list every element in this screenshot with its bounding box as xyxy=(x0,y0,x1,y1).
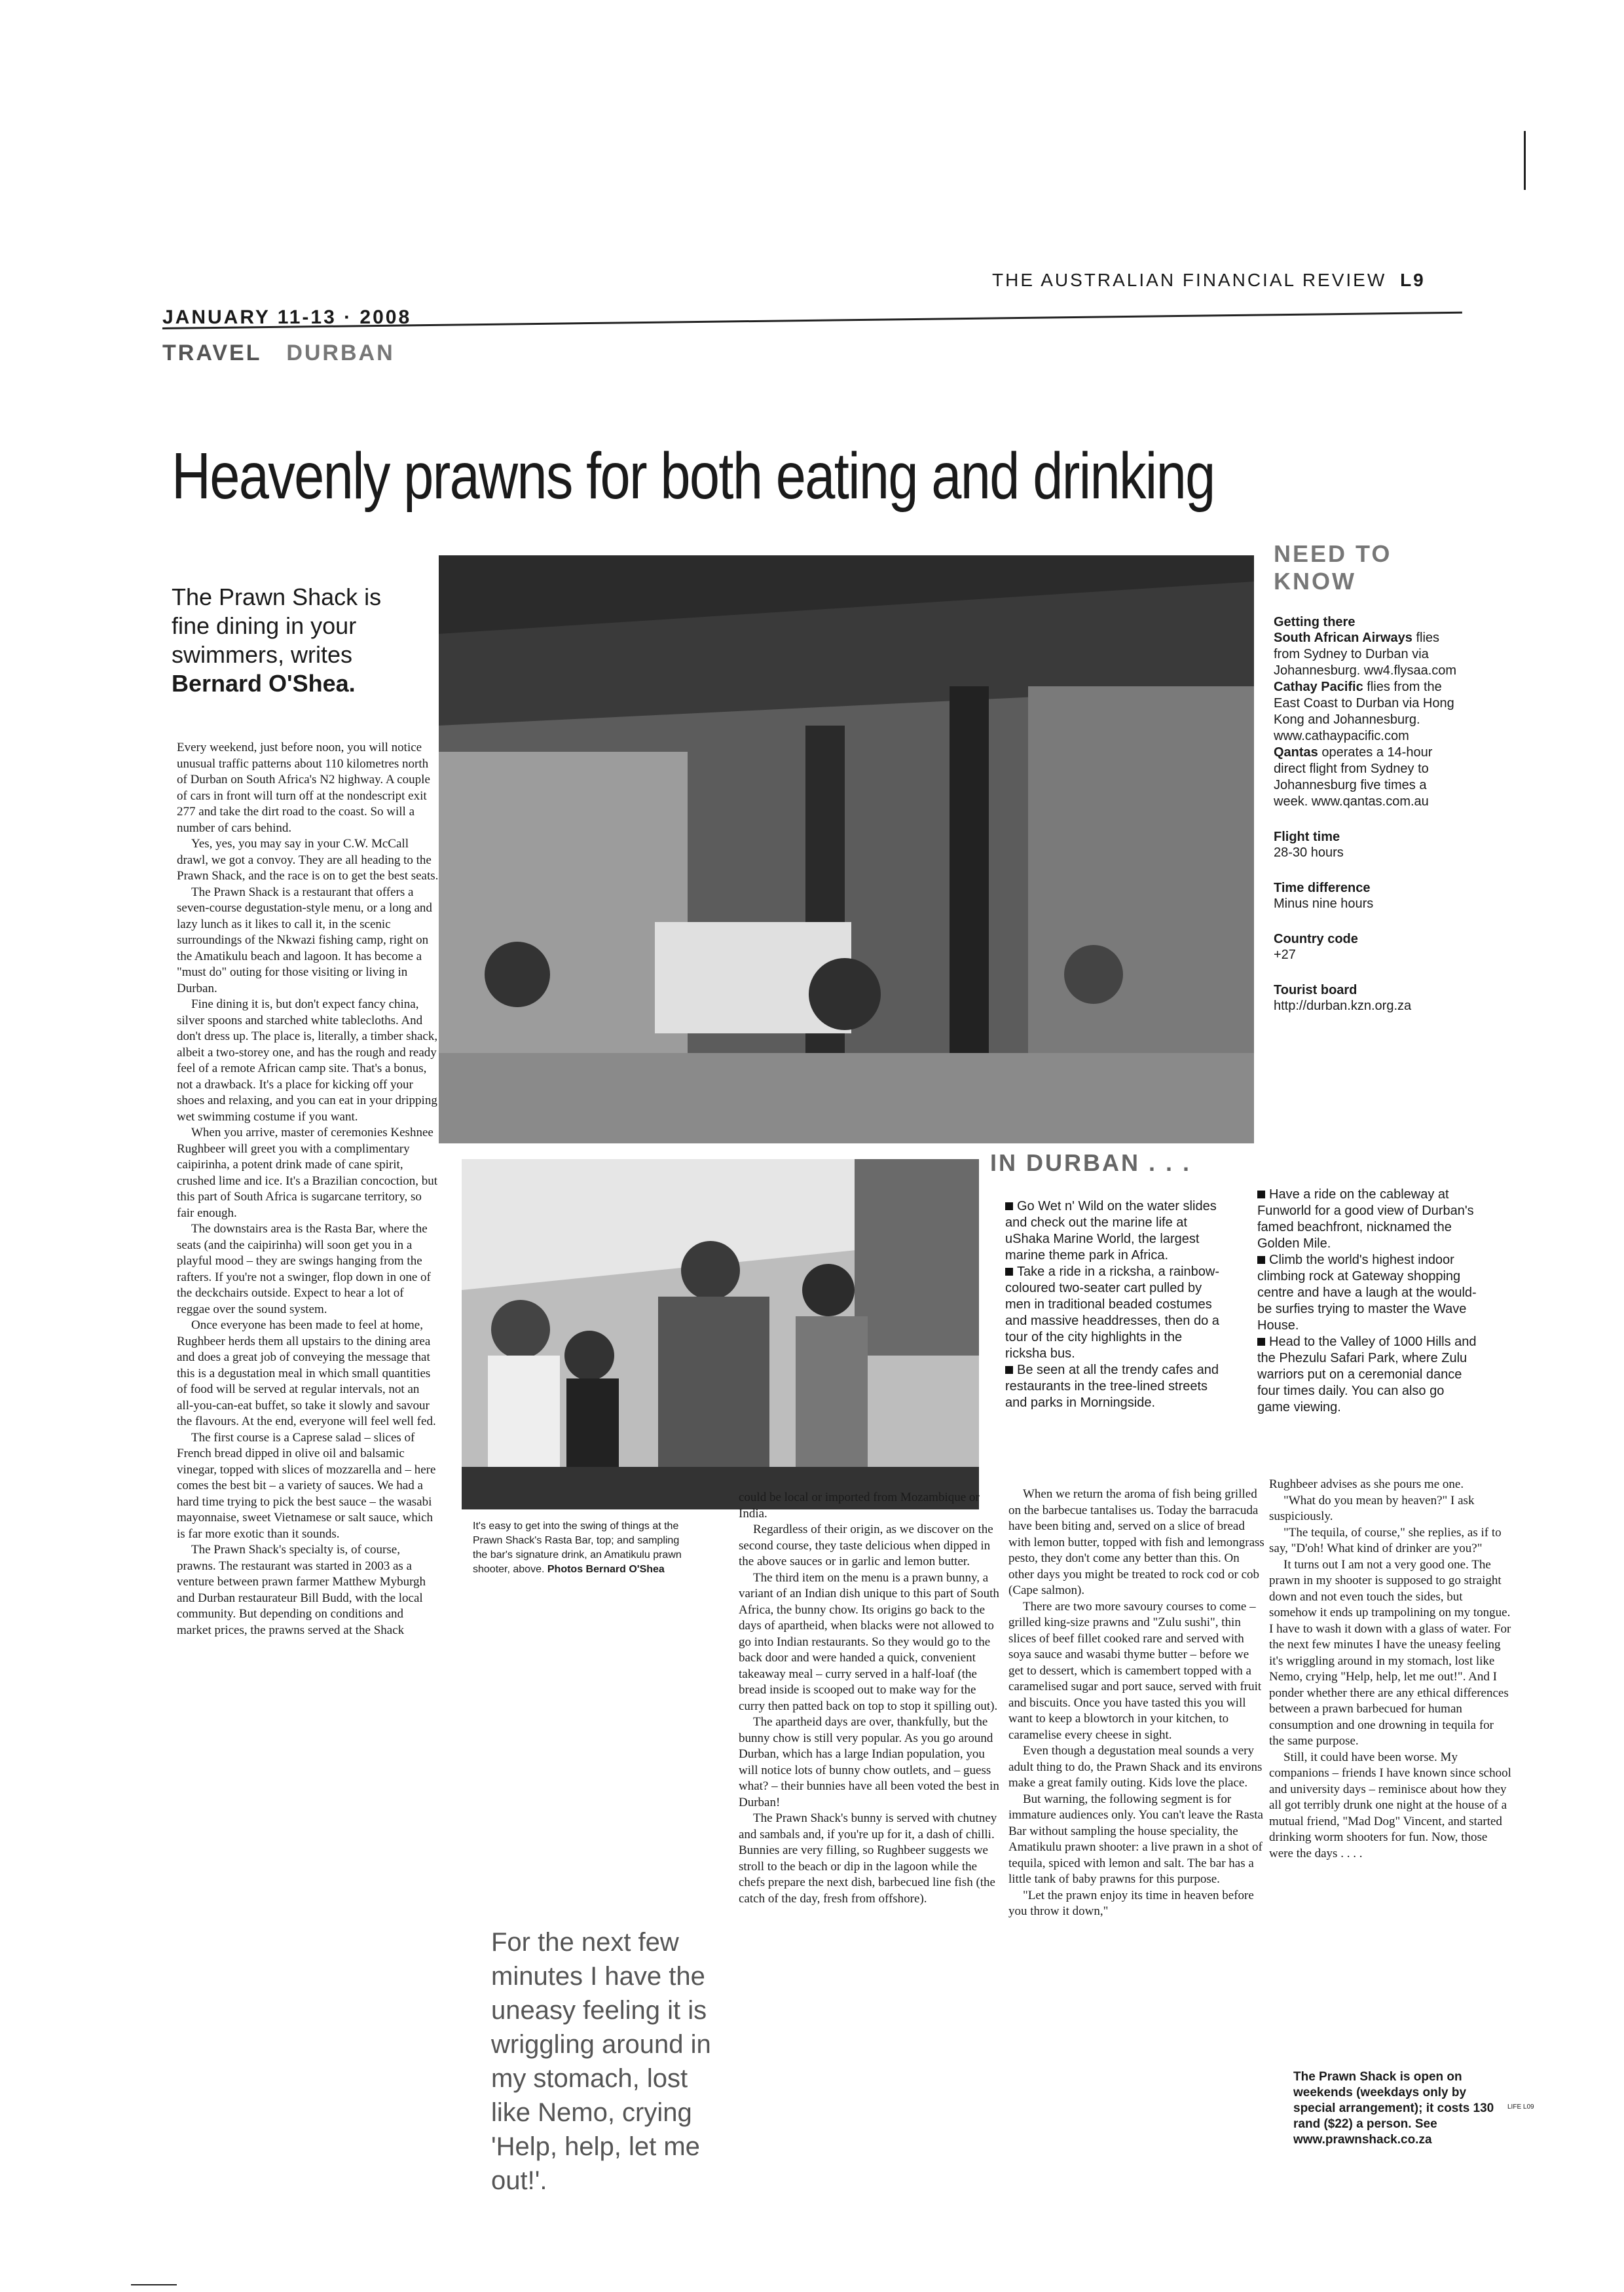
paragraph: The first course is a Caprese salad – slices of French bread dipped in olive oil and balsamic vinegar, topped with slices of mozzarella and – here comes the best bit – a variety of sauces. We had a hard time trying to pick the best sauce – the wasabi mayonnaise, sweet Vietnamese or salt sauce, which is far more exotic than it sounds. xyxy=(177,1430,436,1541)
need-to-know-box xyxy=(1274,540,1464,1014)
photo-rasta-bar xyxy=(439,555,1254,1143)
page-number: L9 xyxy=(1400,270,1426,290)
section-label xyxy=(162,341,395,366)
in-durban-item-text: Have a ride on the cableway at Funworld for a good view of Durban's famed beachfront, nicknamed the Golden Mile. xyxy=(1257,1187,1474,1251)
in-durban-left-list xyxy=(1005,1198,1225,1411)
getting-there-heading: Getting there xyxy=(1274,615,1356,629)
time-difference-value: Minus nine hours xyxy=(1274,896,1374,911)
airline-info: operates a 14-hour direct flight from Sydney to Johannesburg five times a week. www.qantas.com.au xyxy=(1274,745,1433,809)
photo-prawn-shooter xyxy=(462,1159,979,1509)
getting-there-item xyxy=(1274,679,1464,745)
paragraph: Regardless of their origin, as we discover on the second course, they taste delicious when dipped in the above sauces or in garlic and lemon butter. xyxy=(739,1523,993,1568)
paragraph: Even though a degustation meal sounds a very adult thing to do, the Prawn Shack and its environs make a great family outing. Kids love the place. xyxy=(1008,1744,1263,1790)
getting-there-item xyxy=(1274,630,1464,679)
in-durban-right-list xyxy=(1257,1187,1477,1416)
in-durban-item-text: Be seen at all the trendy cafes and restaurants in the tree-lined streets and parks in Morningside. xyxy=(1005,1363,1219,1410)
paragraph: could be local or imported from Mozambique or India. xyxy=(739,1490,980,1521)
caption-credit: Photos Bernard O'Shea xyxy=(547,1564,665,1575)
paragraph: Still, it could have been worse. My companions – friends I have known since school and university days – reminisce about how they all got terribly drunk one night at the house of a mutual friend, "Mad Dog" Vincent, and started drinking worm shooters for fun. Now, those were the days . . . . xyxy=(1269,1750,1511,1860)
article-column-4 xyxy=(1008,1487,1267,2190)
paragraph: Rughbeer advises as she pours me one. xyxy=(1269,1477,1464,1491)
paragraph: Yes, yes, you may say in your C.W. McCall drawl, we got a convoy. They are all heading to the Prawn Shack, and the race is on to get the best seats. xyxy=(177,837,439,883)
flight-time-value: 28-30 hours xyxy=(1274,845,1344,860)
paragraph: The Prawn Shack is a restaurant that offers a seven-course degustation-style menu, or a long and lazy lunch as it likes to call it, in the scenic surroundings of the Nkwazi fishing camp, right on the Amatikulu beach and lagoon. It has become a "must do" outing for those visiting or living in Durban. xyxy=(177,885,432,995)
airline-name: Cathay Pacific xyxy=(1274,680,1363,694)
pull-quote: For the next few minutes I have the uneasy feeling it is wriggling around in my stomach, lost like Nemo, crying 'Help, help, let me out!'. xyxy=(491,1928,711,2195)
getting-there-item xyxy=(1274,745,1464,810)
in-durban-item-text: Take a ride in a ricksha, a rainbow-coloured two-seater cart pulled by men in traditional beaded costumes and massive headdresses, then do a tour of the city highlights in the ricksha bus. xyxy=(1005,1265,1220,1361)
paragraph: The Prawn Shack's specialty is, of course, prawns. The restaurant was started in 2003 as a venture between prawn farmer Matthew Myburgh and Durban restaurateur Bill Budd, with the local community. But depending on conditions and market prices, the prawns served at the Shack xyxy=(177,1543,426,1637)
article-column-1 xyxy=(177,740,439,2187)
standfirst xyxy=(172,583,414,698)
article-column-3 xyxy=(739,1490,1001,2190)
paragraph: "The tequila, of course," she replies, as if to say, "D'oh! What kind of drinker are you?" xyxy=(1269,1525,1502,1555)
paragraph: Fine dining it is, but don't expect fancy china, silver spoons and starched white tablecloths. And don't dress up. The place is, literally, a timber shack, albeit a two-storey one, and has the rough and ready feel of a remote African camp site. That's a bonus, not a drawback. It's a place for kicking off your shoes and relaxing, and you can eat in your dripping wet swimming costume if you want. xyxy=(177,997,438,1124)
paragraph: The Prawn Shack's bunny is served with chutney and sambals and, if you're up for it, a dash of chilli. Bunnies are very filling, so Rughbeer suggests we stroll to the beach or dip in the lagoon while the chefs prepare the next dish, barbecued line fish (the catch of the day, fresh from offshore). xyxy=(739,1811,997,1906)
section-travel: TRAVEL xyxy=(162,341,261,365)
tourist-board-value: http://durban.kzn.org.za xyxy=(1274,999,1412,1013)
section-durban: DURBAN xyxy=(286,341,395,365)
in-durban-item xyxy=(1005,1198,1225,1264)
in-durban-item xyxy=(1005,1362,1225,1411)
paragraph: The apartheid days are over, thankfully, but the bunny chow is still very popular. As you go around Durban, which has a large Indian population, you will notice lots of bunny chow outlets, and – guess what? – their bunnies have all been voted the best in Durban! xyxy=(739,1715,999,1809)
airline-name: Qantas xyxy=(1274,745,1318,760)
paragraph: Every weekend, just before noon, you will notice unusual traffic patterns about 110 kilometres north of Durban on South Africa's N2 highway. A couple of cars in front will turn off at the nondescript exit 277 and take the dirt road to the coast. So will a number of cars behind. xyxy=(177,741,430,835)
headline: Heavenly prawns for both eating and drinking xyxy=(172,439,1215,513)
standfirst-text: The Prawn Shack is fine dining in your swimmers, writes xyxy=(172,583,382,668)
need-to-know-title: NEED TO KNOW xyxy=(1274,540,1392,595)
in-durban-item xyxy=(1257,1252,1477,1334)
paragraph: "Let the prawn enjoy its time in heaven before you throw it down," xyxy=(1008,1888,1254,1918)
bottom-rule xyxy=(131,2284,177,2285)
in-durban-item-text: Head to the Valley of 1000 Hills and the Phezulu Safari Park, where Zulu warriors put on a ceremonial dance four times daily. You can also go game viewing. xyxy=(1257,1335,1477,1414)
in-durban-item-text: Go Wet n' Wild on the water slides and check out the marine life at uShaka Marine World, the largest marine theme park in Africa. xyxy=(1005,1199,1217,1263)
paragraph: The downstairs area is the Rasta Bar, where the seats (and the caipirinha) will soon get you in a playful mood – they are swings hanging from the rafters. If you're not a swinger, flop down in one of the deckchairs outside. Expect to hear a lot of reggae over the sound system. xyxy=(177,1222,431,1316)
country-code-heading: Country code xyxy=(1274,932,1358,946)
issue-date: JANUARY 11-13 · 2008 xyxy=(162,306,412,328)
caption-text: It's easy to get into the swing of things at the Prawn Shack's Rasta Bar, top; and sampling the bar's signature drink, an Amatikulu prawn shooter, above. xyxy=(473,1521,682,1575)
country-code-value: +27 xyxy=(1274,948,1296,962)
airline-info: flies from the East Coast to Durban via Hong Kong and Johannesburg. www.cathaypacific.com xyxy=(1274,680,1454,743)
in-durban-title: IN DURBAN . . . xyxy=(990,1149,1192,1176)
tourist-board-heading: Tourist board xyxy=(1274,983,1357,997)
right-margin-rule xyxy=(1524,131,1526,190)
footer-tag: LIFE L09 xyxy=(1507,2103,1534,2111)
paragraph: But warning, the following segment is for immature audiences only. You can't leave the Rasta Bar without sampling the house speciality, the Amatikulu prawn shooter: a live prawn in a shot of tequila, spiced with lemon and salt. The bar has a little tank of baby prawns for this purpose. xyxy=(1008,1792,1263,1886)
paragraph: The third item on the menu is a prawn bunny, a variant of an Indian dish unique to this part of South Africa, the bunny chow. Its origins go back to the days of apartheid, when blacks were not allowed to go into Indian restaurants. So they would go to the back door and were handed a quick, convenient takeaway meal – curry served in a half-loaf (the bread inside is scooped out to make way for the curry then patted back on top to stop it spilling out). xyxy=(739,1570,999,1713)
paragraph: "What do you mean by heaven?" I ask suspiciously. xyxy=(1269,1493,1475,1523)
photo-caption xyxy=(473,1519,695,1577)
flight-time-heading: Flight time xyxy=(1274,830,1340,844)
paragraph: When we return the aroma of fish being grilled on the barbecue tantalises us. Today the barracuda have been biting and, served on a slice of bread with lemon butter, topped with fish and lemongrass pesto, they don't come any better than this. On other days you might be treated to rock cod or cob (Cape salmon). xyxy=(1008,1487,1264,1597)
byline: Bernard O'Shea. xyxy=(172,670,356,697)
in-durban-item xyxy=(1005,1264,1225,1362)
paragraph: Once everyone has been made to feel at home, Rughbeer herds them all upstairs to the dining area and does a great job of conveying the message that this is a degustation meal in which small quantities of food will be served at regular intervals, not an all-you-can-eat buffet, so take it slowly and savour the flavours. At the end, everyone will feel well fed. xyxy=(177,1318,436,1428)
in-durban-item xyxy=(1257,1334,1477,1416)
paragraph: There are two more savoury courses to come – grilled king-size prawns and "Zulu sushi", thin slices of beef fillet cooked rare and served with soya sauce and wasabi thyme butter – before we get to dessert, which is camembert topped with a caramelised sugar and port sauce, served with fruit and biscuits. Once you have tasted this you will want to keep a blowtorch in your kitchen, to caramelise every cheese in sight. xyxy=(1008,1599,1262,1742)
end-note: The Prawn Shack is open on weekends (weekdays only by special arrangement); it costs 130 rand ($22) a person. See www.prawnshack.co.za xyxy=(1293,2070,1494,2147)
publication-name xyxy=(992,270,1426,291)
in-durban-item-text: Climb the world's highest indoor climbing rock at Gateway shopping centre and have a laugh at the would-be surfies trying to master the Wave House. xyxy=(1257,1253,1477,1333)
time-difference-heading: Time difference xyxy=(1274,881,1371,895)
publication-title: THE AUSTRALIAN FINANCIAL REVIEW xyxy=(992,270,1387,290)
airline-name: South African Airways xyxy=(1274,631,1412,645)
paragraph: It turns out I am not a very good one. The prawn in my shooter is supposed to go straight down and not even touch the sides, but somehow it ends up trampolining on my tongue. I have to wash it down with a glass of water. For the next few minutes I have the uneasy feeling it's wriggling around in my stomach, lost like Nemo, crying "Help, help, let me out!". And I ponder whether there are any ethical differences between a prawn barbecued for human consumption and one drowning in tequila for the same purpose. xyxy=(1269,1557,1511,1748)
airline-info: flies from Sydney to Durban via Johannesburg. ww4.flysaa.com xyxy=(1274,631,1457,678)
article-column-5 xyxy=(1269,1477,1511,2040)
in-durban-item xyxy=(1257,1187,1477,1252)
paragraph: When you arrive, master of ceremonies Keshnee Rughbeer will greet you with a complimentary caipirinha, a potent drink made of cane spirit, crushed lime and ice. It's a Brazilian concoction, but this part of South Africa is sugarcane territory, so fair enough. xyxy=(177,1126,438,1220)
